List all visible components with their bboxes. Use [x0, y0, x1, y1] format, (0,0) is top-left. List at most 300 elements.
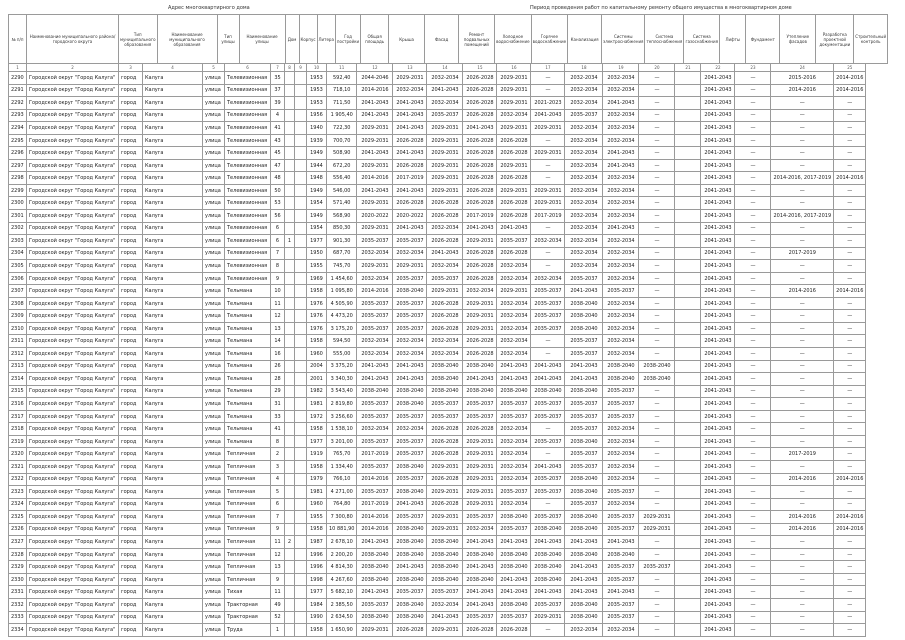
table-cell-gas: —: [639, 222, 675, 235]
table-cell-cw: 2041-2043: [463, 598, 497, 611]
table-cell-ctrl: —: [834, 573, 866, 586]
table-cell-bas: 2026-2028: [427, 498, 463, 511]
table-cell-name: Калуга: [143, 460, 203, 473]
table-cell-name: Калуга: [143, 172, 203, 185]
table-cell-roof: 2029-2031: [357, 260, 393, 273]
works-period-group-header: Период проведения работ по капитальному ремонту общего имущества в многоквартирном доме: [530, 5, 792, 11]
table-cell-roof: 2032-2034: [357, 272, 393, 285]
table-row: [9, 297, 866, 310]
table-cell-el: 2038-2040: [565, 297, 603, 310]
table-cell-y: 2001: [307, 373, 327, 386]
table-cell-area: 1 095,80: [327, 285, 357, 298]
table-cell-lift: [675, 109, 701, 122]
table-cell-ctrl: —: [834, 134, 866, 147]
table-cell-street: Тельмана: [225, 423, 271, 436]
table-cell-fnd: 2041-2043: [701, 159, 735, 172]
table-cell-bas: 2029-2031: [427, 134, 463, 147]
table-cell-sew: 2035-2037: [531, 310, 565, 323]
column-index-row: [9, 64, 866, 72]
table-cell-ctrl: 2014-2016: [834, 285, 866, 298]
table-cell-n: 2316: [9, 398, 27, 411]
table-cell-fnd: 2041-2043: [701, 109, 735, 122]
table-cell-ins: —: [735, 511, 771, 524]
table-cell-st: улица: [203, 84, 225, 97]
table-cell-heat: 2035-2037: [603, 611, 639, 624]
table-cell-ins: —: [735, 310, 771, 323]
table-cell-hw: 2026-2028: [497, 134, 531, 147]
table-cell-ins: —: [735, 586, 771, 599]
table-cell-n: 2315: [9, 385, 27, 398]
table-cell-cw: 2026-2028: [463, 260, 497, 273]
table-cell-lit: [295, 511, 307, 524]
table-cell-ctrl: —: [834, 222, 866, 235]
table-cell-fnd: 2041-2043: [701, 448, 735, 461]
table-cell-h: 6: [271, 235, 285, 248]
table-cell-el: 2035-2037: [565, 498, 603, 511]
table-cell-bas: 2041-2043: [427, 84, 463, 97]
table-cell-el: 2038-2040: [565, 435, 603, 448]
table-cell-street: Тельмана: [225, 360, 271, 373]
table-cell-el: 2035-2037: [565, 460, 603, 473]
table-cell-bas: 2026-2028: [427, 197, 463, 210]
table-cell-street: Телевизионная: [225, 134, 271, 147]
table-cell-cw: 2026-2028: [463, 109, 497, 122]
table-cell-el: 2038-2040: [565, 473, 603, 486]
table-cell-fac: 2041-2043: [393, 184, 427, 197]
table-cell-proj: —: [771, 109, 834, 122]
table-cell-proj: —: [771, 423, 834, 436]
table-cell-name: Калуга: [143, 322, 203, 335]
table-row: [9, 511, 866, 524]
table-cell-cw: 2029-2031: [463, 460, 497, 473]
table-cell-fnd: 2041-2043: [701, 460, 735, 473]
table-cell-proj: —: [771, 435, 834, 448]
table-cell-heat: 2035-2037: [603, 598, 639, 611]
table-cell-cw: 2026-2028: [463, 134, 497, 147]
table-cell-ctrl: —: [834, 598, 866, 611]
table-cell-t: город: [119, 486, 143, 499]
table-cell-bas: 2029-2031: [427, 184, 463, 197]
table-cell-bas: 2026-2028: [427, 473, 463, 486]
table-cell-ctrl: —: [834, 97, 866, 110]
table-cell-mun: Городской округ "Город Калуга": [27, 297, 119, 310]
table-cell-h: 14: [271, 335, 285, 348]
table-cell-cw: 2029-2031: [463, 235, 497, 248]
table-cell-st: улица: [203, 598, 225, 611]
table-cell-area: 7 300,80: [327, 511, 357, 524]
table-cell-sew: —: [531, 260, 565, 273]
table-cell-bas: 2029-2031: [427, 511, 463, 524]
table-cell-lit: [295, 272, 307, 285]
table-cell-area: 592,40: [327, 72, 357, 85]
table-cell-roof: 2032-2034: [357, 348, 393, 361]
table-cell-street: Тельмана: [225, 385, 271, 398]
table-cell-lift: [675, 222, 701, 235]
table-cell-st: улица: [203, 122, 225, 135]
table-cell-el: 2038-2040: [565, 598, 603, 611]
table-cell-roof: 2014-2016: [357, 511, 393, 524]
table-cell-t: город: [119, 285, 143, 298]
table-cell-st: улица: [203, 460, 225, 473]
table-cell-bas: 2032-2034: [427, 72, 463, 85]
table-cell-y: 1977: [307, 235, 327, 248]
table-cell-street: Тельмана: [225, 435, 271, 448]
table-cell-h: 4: [271, 109, 285, 122]
table-cell-lit: [295, 348, 307, 361]
table-cell-roof: 2014-2016: [357, 473, 393, 486]
table-cell-ins: —: [735, 460, 771, 473]
table-cell-t: город: [119, 210, 143, 223]
table-row: [9, 210, 866, 223]
table-cell-k: [285, 611, 295, 624]
table-cell-k: [285, 172, 295, 185]
table-cell-t: город: [119, 310, 143, 323]
table-cell-lit: [295, 573, 307, 586]
table-cell-h: 11: [271, 586, 285, 599]
table-cell-el: 2032-2034: [565, 247, 603, 260]
table-cell-el: 2038-2040: [565, 548, 603, 561]
table-cell-mun: Городской округ "Город Калуга": [27, 511, 119, 524]
table-row: [9, 573, 866, 586]
table-cell-k: [285, 548, 295, 561]
table-cell-hw: 2032-2034: [497, 498, 531, 511]
table-cell-ins: —: [735, 122, 771, 135]
table-cell-heat: 2032-2034: [603, 172, 639, 185]
table-cell-street: Тепличная: [225, 511, 271, 524]
table-cell-gas: —: [639, 322, 675, 335]
column-index: 16: [497, 64, 531, 72]
table-cell-st: улица: [203, 147, 225, 160]
table-cell-y: 1979: [307, 473, 327, 486]
table-cell-proj: —: [771, 360, 834, 373]
table-cell-fnd: 2041-2043: [701, 410, 735, 423]
table-cell-fac: 2035-2037: [393, 322, 427, 335]
table-cell-hw: 2029-2031: [497, 285, 531, 298]
table-cell-t: город: [119, 172, 143, 185]
table-cell-bas: 2038-2040: [427, 548, 463, 561]
table-row: [9, 523, 866, 536]
table-cell-ctrl: —: [834, 586, 866, 599]
table-cell-st: улица: [203, 548, 225, 561]
table-cell-k: [285, 348, 295, 361]
table-cell-area: 3 175,20: [327, 322, 357, 335]
table-cell-lift: [675, 435, 701, 448]
table-cell-ins: —: [735, 247, 771, 260]
table-row: [9, 109, 866, 122]
table-cell-fac: 2038-2040: [393, 598, 427, 611]
table-cell-y: 1954: [307, 197, 327, 210]
table-cell-street: Телевизионная: [225, 247, 271, 260]
table-cell-area: 766,10: [327, 473, 357, 486]
table-cell-lift: [675, 423, 701, 436]
table-cell-name: Калуга: [143, 486, 203, 499]
table-cell-st: улица: [203, 498, 225, 511]
table-cell-bas: 2035-2037: [427, 410, 463, 423]
table-cell-cw: 2026-2028: [463, 197, 497, 210]
table-cell-n: 2297: [9, 159, 27, 172]
table-row: [9, 448, 866, 461]
column-header: Системы электроснабжения: [602, 15, 645, 64]
table-cell-sew: 2017-2019: [531, 210, 565, 223]
table-cell-lift: [675, 235, 701, 248]
table-cell-gas: —: [639, 624, 675, 637]
table-cell-k: [285, 84, 295, 97]
table-cell-ctrl: —: [834, 536, 866, 549]
table-cell-area: 555,00: [327, 348, 357, 361]
table-cell-k: [285, 498, 295, 511]
table-cell-area: 4 267,60: [327, 573, 357, 586]
table-cell-ins: —: [735, 222, 771, 235]
table-row: [9, 360, 866, 373]
column-index: 22: [701, 64, 735, 72]
table-cell-sew: 2029-2031: [531, 122, 565, 135]
table-cell-t: город: [119, 322, 143, 335]
table-cell-name: Калуга: [143, 235, 203, 248]
table-cell-heat: 2032-2034: [603, 109, 639, 122]
table-cell-y: 1981: [307, 486, 327, 499]
table-cell-area: 2 678,10: [327, 536, 357, 549]
table-cell-el: 2035-2037: [565, 448, 603, 461]
table-cell-street: Тракторная: [225, 598, 271, 611]
table-cell-gas: —: [639, 184, 675, 197]
table-cell-hw: 2038-2040: [497, 598, 531, 611]
table-cell-street: Тепличная: [225, 448, 271, 461]
table-cell-roof: 2035-2037: [357, 322, 393, 335]
table-cell-proj: —: [771, 498, 834, 511]
table-cell-cw: 2032-2034: [463, 285, 497, 298]
table-cell-heat: 2035-2037: [603, 511, 639, 524]
table-cell-h: 2: [271, 448, 285, 461]
table-cell-sew: 2038-2040: [531, 561, 565, 574]
table-cell-roof: 2038-2040: [357, 561, 393, 574]
table-cell-heat: 2032-2034: [603, 435, 639, 448]
table-cell-ins: —: [735, 210, 771, 223]
table-cell-fac: 2035-2037: [393, 410, 427, 423]
table-cell-roof: 2035-2037: [357, 410, 393, 423]
table-cell-mun: Городской округ "Город Калуга": [27, 97, 119, 110]
column-index: 19: [603, 64, 639, 72]
table-cell-mun: Городской округ "Город Калуга": [27, 159, 119, 172]
table-cell-ins: —: [735, 197, 771, 210]
table-cell-hw: 2026-2028: [497, 147, 531, 160]
table-cell-cw: 2026-2028: [463, 84, 497, 97]
table-cell-sew: 2029-2031: [531, 611, 565, 624]
table-cell-k: [285, 398, 295, 411]
table-cell-t: город: [119, 72, 143, 85]
table-cell-hw: 2032-2034: [497, 435, 531, 448]
table-cell-h: 52: [271, 611, 285, 624]
table-cell-street: Тельмана: [225, 335, 271, 348]
table-cell-ctrl: 2014-2016: [834, 172, 866, 185]
table-cell-gas: —: [639, 197, 675, 210]
table-cell-cw: 2029-2031: [463, 473, 497, 486]
table-cell-n: 2333: [9, 611, 27, 624]
table-cell-ctrl: —: [834, 272, 866, 285]
table-cell-y: 1958: [307, 460, 327, 473]
table-cell-y: 1976: [307, 322, 327, 335]
table-cell-mun: Городской округ "Город Калуга": [27, 360, 119, 373]
table-cell-st: улица: [203, 348, 225, 361]
table-cell-y: 1954: [307, 222, 327, 235]
table-cell-ctrl: —: [834, 322, 866, 335]
table-cell-st: улица: [203, 322, 225, 335]
table-cell-street: Телевизионная: [225, 159, 271, 172]
table-cell-y: 1958: [307, 335, 327, 348]
table-cell-lit: [295, 322, 307, 335]
table-cell-el: 2032-2034: [565, 159, 603, 172]
table-cell-lit: [295, 310, 307, 323]
table-cell-lift: [675, 272, 701, 285]
table-cell-name: Калуга: [143, 147, 203, 160]
column-header: Год постройки: [335, 15, 360, 64]
table-cell-street: Тельмана: [225, 310, 271, 323]
table-cell-fac: 2038-2040: [393, 548, 427, 561]
table-cell-mun: Городской округ "Город Калуга": [27, 410, 119, 423]
table-cell-k: [285, 297, 295, 310]
table-cell-fac: 2041-2043: [393, 122, 427, 135]
table-cell-st: улица: [203, 561, 225, 574]
address-group-header: Адрес многоквартирного дома: [168, 5, 250, 11]
table-cell-lift: [675, 460, 701, 473]
table-cell-hw: 2035-2037: [497, 235, 531, 248]
table-cell-n: 2304: [9, 247, 27, 260]
table-cell-st: улица: [203, 486, 225, 499]
table-cell-bas: 2035-2037: [427, 109, 463, 122]
table-cell-name: Калуга: [143, 260, 203, 273]
table-cell-lit: [295, 210, 307, 223]
table-cell-name: Калуга: [143, 548, 203, 561]
table-cell-cw: 2035-2037: [463, 398, 497, 411]
table-cell-ins: —: [735, 260, 771, 273]
table-cell-roof: 2032-2034: [357, 247, 393, 260]
table-cell-roof: 2014-2016: [357, 172, 393, 185]
table-cell-fnd: 2041-2043: [701, 348, 735, 361]
table-cell-mun: Городской округ "Город Калуга": [27, 548, 119, 561]
table-cell-sew: —: [531, 222, 565, 235]
table-row: [9, 373, 866, 386]
table-cell-cw: 2041-2043: [463, 536, 497, 549]
table-cell-fnd: 2041-2043: [701, 335, 735, 348]
column-index: 15: [463, 64, 497, 72]
table-cell-n: 2302: [9, 222, 27, 235]
table-cell-ctrl: —: [834, 310, 866, 323]
table-cell-fac: 2041-2043: [393, 97, 427, 110]
table-cell-h: 7: [271, 511, 285, 524]
table-cell-sew: —: [531, 348, 565, 361]
table-cell-y: 1958: [307, 285, 327, 298]
table-cell-k: [285, 586, 295, 599]
table-cell-sew: 2035-2037: [531, 398, 565, 411]
table-cell-lift: [675, 147, 701, 160]
table-cell-h: 50: [271, 184, 285, 197]
table-cell-name: Калуга: [143, 536, 203, 549]
table-row: [9, 460, 866, 473]
table-cell-street: Телевизионная: [225, 147, 271, 160]
column-index: 13: [393, 64, 427, 72]
column-index: 18: [565, 64, 603, 72]
table-cell-lift: [675, 398, 701, 411]
table-cell-sew: —: [531, 172, 565, 185]
table-cell-lift: [675, 285, 701, 298]
table-cell-gas: —: [639, 536, 675, 549]
table-cell-el: 2032-2034: [565, 210, 603, 223]
table-cell-st: улица: [203, 297, 225, 310]
table-cell-street: Тепличная: [225, 548, 271, 561]
table-cell-ctrl: —: [834, 385, 866, 398]
table-cell-k: [285, 272, 295, 285]
table-row: [9, 561, 866, 574]
table-cell-gas: —: [639, 260, 675, 273]
table-cell-t: город: [119, 147, 143, 160]
table-cell-fnd: 2041-2043: [701, 297, 735, 310]
table-cell-sew: 2032-2034: [531, 272, 565, 285]
table-cell-gas: —: [639, 147, 675, 160]
table-cell-sew: 2035-2037: [531, 511, 565, 524]
table-cell-sew: 2035-2037: [531, 322, 565, 335]
table-cell-h: 12: [271, 548, 285, 561]
table-cell-mun: Городской округ "Город Калуга": [27, 348, 119, 361]
table-cell-k: [285, 385, 295, 398]
table-cell-name: Калуга: [143, 72, 203, 85]
table-cell-name: Калуга: [143, 297, 203, 310]
table-cell-gas: —: [639, 586, 675, 599]
table-cell-lift: [675, 310, 701, 323]
table-cell-fnd: 2041-2043: [701, 398, 735, 411]
table-row: [9, 285, 866, 298]
table-cell-fac: 2038-2040: [393, 486, 427, 499]
table-cell-k: [285, 486, 295, 499]
table-cell-bas: 2029-2031: [427, 486, 463, 499]
table-cell-hw: 2041-2043: [497, 573, 531, 586]
table-cell-name: Калуга: [143, 435, 203, 448]
table-cell-bas: 2041-2043: [427, 611, 463, 624]
table-cell-fnd: 2041-2043: [701, 523, 735, 536]
table-cell-bas: 2032-2034: [427, 335, 463, 348]
table-cell-heat: 2032-2034: [603, 210, 639, 223]
table-cell-t: город: [119, 373, 143, 386]
table-cell-k: [285, 260, 295, 273]
table-cell-roof: 2041-2043: [357, 536, 393, 549]
column-index: 23: [735, 64, 771, 72]
table-cell-cw: 2038-2040: [463, 573, 497, 586]
table-cell-ctrl: —: [834, 122, 866, 135]
table-cell-roof: 2041-2043: [357, 360, 393, 373]
table-cell-ins: —: [735, 360, 771, 373]
column-index: 4: [143, 64, 203, 72]
table-cell-fnd: 2041-2043: [701, 247, 735, 260]
table-cell-ins: —: [735, 373, 771, 386]
table-cell-bas: 2029-2031: [427, 460, 463, 473]
table-cell-n: 2303: [9, 235, 27, 248]
table-cell-y: 1953: [307, 72, 327, 85]
table-cell-h: 13: [271, 561, 285, 574]
table-cell-t: город: [119, 611, 143, 624]
table-cell-st: улица: [203, 511, 225, 524]
table-cell-bas: 2029-2031: [427, 122, 463, 135]
table-cell-name: Калуга: [143, 473, 203, 486]
table-cell-hw: 2041-2043: [497, 222, 531, 235]
table-cell-lit: [295, 335, 307, 348]
table-row: [9, 147, 866, 160]
table-cell-heat: 2035-2037: [603, 573, 639, 586]
table-cell-sew: 2035-2037: [531, 473, 565, 486]
table-cell-fac: 2038-2040: [393, 536, 427, 549]
column-header: Тип муниципального образования: [119, 15, 158, 64]
table-cell-el: 2038-2040: [565, 322, 603, 335]
table-cell-gas: —: [639, 310, 675, 323]
table-cell-n: 2310: [9, 322, 27, 335]
table-cell-bas: 2038-2040: [427, 536, 463, 549]
